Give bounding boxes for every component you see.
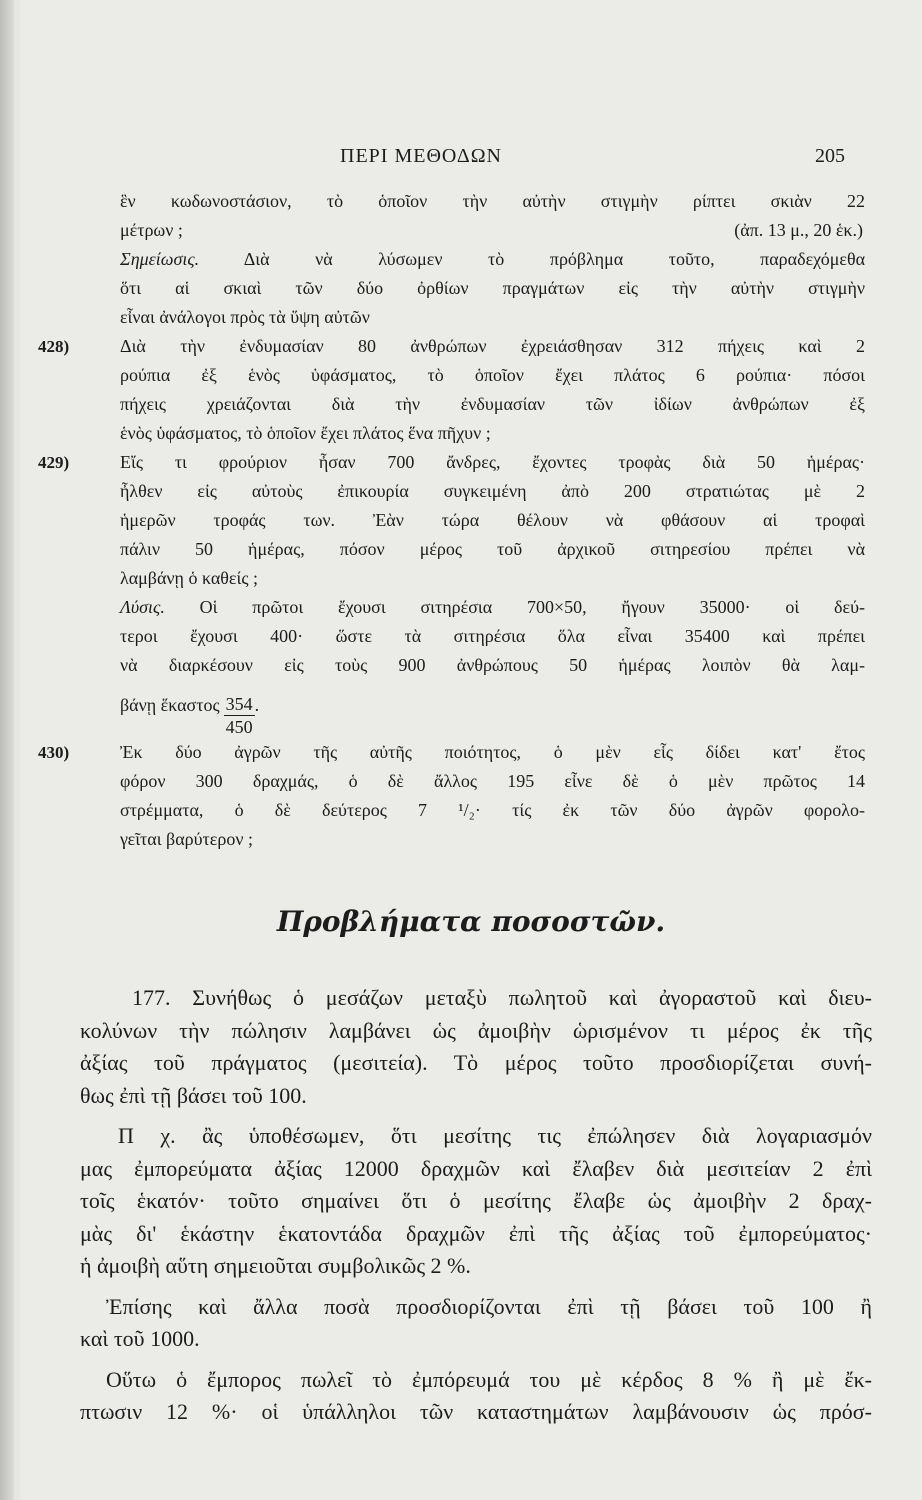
paragraph-merchant — [80, 1364, 872, 1429]
problem-line: Διὰ τὴν ἐνδυμασίαν 80 ἀνθρώπων ἐχρειάσθησαν 312 πήχεις καὶ 2 — [120, 336, 865, 356]
page-header — [20, 145, 922, 175]
solution-text: βάνῃ ἕκαστος — [120, 695, 220, 715]
solution-line: νὰ διαρκέσουν εἰς τοὺς 900 ἀνθρώπους 50 ἡμέρας λοιπὸν θὰ λαμ- — [120, 655, 865, 675]
problem-429 — [38, 448, 865, 593]
paragraph-line: Π χ. ἂς ὑποθέσωμεν, ὅτι μεσίτης τις ἐπώλησεν διὰ λογαριασμόν — [118, 1123, 872, 1148]
problem-number: 430) — [38, 743, 70, 762]
percentage-section-body — [80, 982, 872, 1429]
problem-line: ἑνὸς ὑφάσματος, τὸ ὁποῖον ἔχει πλάτος ἕνα πῆχυν ; — [120, 423, 491, 443]
problem-line: λαμβάνῃ ὁ καθείς ; — [120, 568, 258, 588]
paragraph-also — [80, 1291, 872, 1356]
answer-line — [120, 216, 865, 245]
section-title: Προβλήματα ποσοστῶν. — [276, 905, 666, 938]
problem-number: 428) — [38, 337, 70, 356]
paragraph-line: ἀξίας τοῦ πράγματος (μεσιτεία). Τὸ μέρος τοῦτο προσδιορίζεται συνή- — [80, 1050, 872, 1075]
paragraph-line: πτωσιν 12 %· οἱ ὑπάλληλοι τῶν καταστημάτων λαμβάνουσιν ὡς πρόσ- — [80, 1399, 872, 1424]
note-line: εἶναι ἀνάλογοι πρὸς τὰ ὕψη αὐτῶν — [120, 307, 370, 327]
paragraph-line: Ἐπίσης καὶ ἄλλα ποσὰ προσδιορίζονται ἐπὶ τῇ βάσει τοῦ 100 ἢ — [106, 1293, 872, 1319]
paragraph-line: ἡ ἀμοιβὴ αὕτη σημειοῦται συμβολικῶς 2 %. — [80, 1253, 471, 1278]
note-line: ὅτι αἱ σκιαὶ τῶν δύο ὀρθίων πραγμάτων εἰς τὴν αὐτὴν στιγμὴν — [120, 278, 865, 298]
problem-428 — [38, 332, 865, 448]
answer-value: (ἀπ. 13 μ., 20 ἑκ.) — [734, 220, 863, 240]
problem-line: πήχεις χρειάζονται διὰ τὴν ἐνδυμασίαν τῶν ἰδίων ἀνθρώπων ἐξ — [120, 394, 865, 414]
paragraph-line: Οὕτω ὁ ἔμπορος πωλεῖ τὸ ἐμπόρευμά του μὲ κέρδος 8 % ἢ μὲ ἔκ- — [106, 1366, 872, 1392]
problem-line: Εἴς τι φρούριον ἦσαν 700 ἄνδρες, ἔχοντες τροφὰς διὰ 50 ἡμέρας· — [120, 452, 865, 472]
paragraph-example — [80, 1120, 872, 1283]
solution-period: . — [254, 695, 260, 715]
paragraph-line: θως ἐπὶ τῇ βάσει τοῦ 100. — [80, 1082, 307, 1108]
problem-430 — [38, 738, 865, 854]
solution-text: Οἱ πρῶτοι ἔχουσι σιτηρέσια 700×50, ἤγουν 35000· οἱ δεύ- — [164, 597, 865, 617]
paragraph-line: καὶ τοῦ 1000. — [80, 1326, 200, 1351]
page-binding-edge — [0, 0, 14, 1500]
book-page — [20, 0, 922, 1500]
note-line — [120, 245, 865, 274]
fraction — [224, 693, 255, 738]
fraction-denominator: 450 — [225, 717, 253, 737]
note-text: Διὰ νὰ λύσωμεν τὸ πρόβλημα τοῦτο, παραδεχόμεθα — [199, 249, 865, 269]
solution-429 — [120, 593, 865, 738]
problem-number: 429) — [38, 453, 70, 472]
paragraph-177 — [80, 982, 872, 1112]
exercises-block — [38, 187, 865, 854]
problem-line: ἡμερῶν τροφάς των. Ἐὰν τώρα θέλουν νὰ φθάσουν αἱ τροφαὶ — [120, 510, 865, 530]
problem-line: πάλιν 50 ἡμέρας, πόσον μέρος τοῦ ἀρχικοῦ σιτηρεσίου πρέπει νὰ — [120, 539, 865, 559]
answer-line-text: μέτρων ; — [120, 220, 183, 240]
problem-line: γεῖται βαρύτερον ; — [120, 829, 253, 849]
paragraph-line: μας ἐμπορεύματα ἀξίας 12000 δραχμῶν καὶ ἔλαβεν διὰ μεσιτείαν 2 ἐπὶ — [80, 1155, 872, 1181]
solution-fraction-line — [120, 680, 865, 738]
problem-line: Ἐκ δύο ἀγρῶν τῆς αὐτῆς ποιότητος, ὁ μὲν εἷς δίδει κατ' ἔτος — [120, 742, 865, 762]
solution-line — [120, 593, 865, 622]
paragraph-line: κολύνων τὴν πώλησιν λαμβάνει ὡς ἀμοιβὴν ὡρισμένον τι μέρος ἐκ τῆς — [80, 1017, 872, 1043]
running-title: ΠΕΡΙ ΜΕΘΟΔΩΝ — [340, 145, 502, 167]
problem-line: φόρον 300 δραχμάς, ὁ δὲ ἄλλος 195 εἶνε δὲ ὁ μὲν πρῶτος 14 — [120, 771, 865, 791]
paragraph-line: μὰς δι' ἑκάστην ἑκατοντάδα δραχμῶν ἐπὶ τῆς ἀξίας τοῦ ἐμπορεύματος· — [80, 1220, 872, 1246]
page-number: 205 — [815, 145, 845, 167]
continued-line: ἓν κωδωνοστάσιον, τὸ ὁποῖον τὴν αὐτὴν στιγμὴν ρίπτει σκιὰν 22 — [120, 191, 865, 211]
problem-line: στρέμματα, ὁ δὲ δεύτερος 7 ¹/₂· τίς ἐκ τῶν δύο ἀγρῶν φορολο- — [120, 800, 865, 820]
fraction-numerator: 354 — [225, 694, 253, 714]
paragraph-line: τοῖς ἑκατόν· τοῦτο σημαίνει ὅτι ὁ μεσίτης ἔλαβε ὡς ἀμοιβὴν 2 δραχ- — [80, 1188, 872, 1213]
problem-line: ἦλθεν εἰς αὐτοὺς ἐπικουρία συγκειμένη ἀπὸ 200 στρατιώτας μὲ 2 — [120, 481, 865, 501]
problem-line: ρούπια ἐξ ἑνὸς ὑφάσματος, τὸ ὁποῖον ἔχει πλάτος 6 ρούπια· πόσοι — [120, 365, 865, 385]
paragraph-line: 177. Συνήθως ὁ μεσάζων μεταξὺ πωλητοῦ καὶ ἀγοραστοῦ καὶ διευ- — [132, 985, 872, 1010]
solution-line: τεροι ἔχουσι 400· ὥστε τὰ σιτηρέσια ὅλα εἶναι 35400 καὶ πρέπει — [120, 626, 865, 646]
note-label: Σημείωσις. — [120, 249, 200, 269]
solution-label: Λύσις. — [120, 597, 165, 617]
